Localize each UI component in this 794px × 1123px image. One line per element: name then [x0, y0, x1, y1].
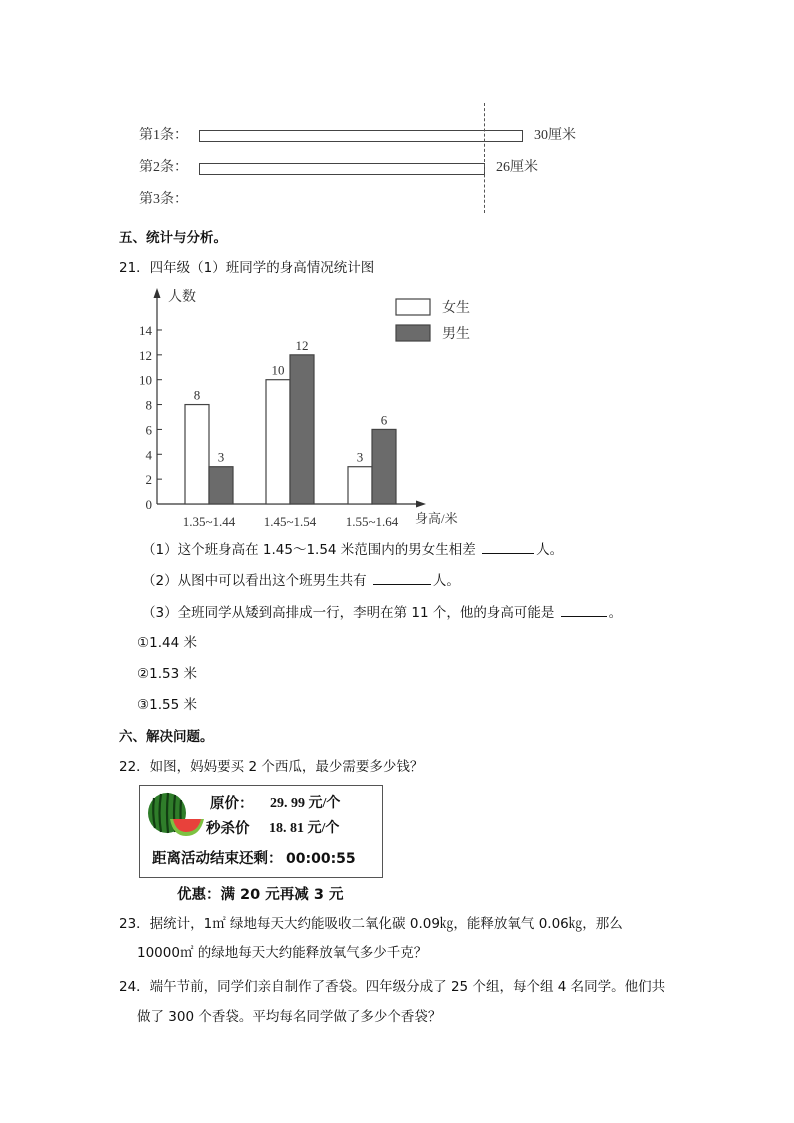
- bar-girls: [266, 380, 290, 504]
- sale-price: 18. 81 元/个: [269, 821, 340, 836]
- q23-line1: 23．据统计，1㎡ 绿地每天大约能吸收二氧化碳 0.09㎏，能释放氧气 0.06㎏，那么: [119, 916, 623, 932]
- q24-line2: 做了 300 个香袋。平均每名同学做了多少个香袋？: [137, 1009, 442, 1025]
- y-tick-label: 6: [145, 422, 152, 438]
- legend-swatch: [396, 299, 430, 315]
- y-tick-label: 10: [139, 372, 152, 388]
- strip-2-length: 26厘米: [496, 160, 538, 175]
- q24-line1: 24．端午节前，同学们亲自制作了香袋。四年级分成了 25 个组，每个组 4 名同学。他们共: [119, 979, 666, 995]
- bar-value-label: 12: [295, 337, 309, 353]
- watermelon-promo-box: [139, 785, 383, 878]
- sale-price-label: 秒杀价: [206, 821, 250, 837]
- bar-boys: [209, 467, 233, 504]
- q21-sub2-unit: 人。: [432, 573, 460, 589]
- strip-2-label: 第2条：: [139, 160, 188, 175]
- y-tick-label: 4: [145, 447, 152, 463]
- q21-sub3-answer-blank[interactable]: [561, 604, 607, 617]
- q23-line2: 10000㎡ 的绿地每天大约能释放氧气多少千克？: [137, 945, 428, 961]
- height-bar-chart: [130, 280, 480, 530]
- q21-option-1: ①1.44 米: [137, 635, 197, 651]
- bar-value-label: 6: [380, 412, 388, 428]
- q21-sub1-text: （1）这个班身高在 1.45～1.54 米范围内的男女生相差: [142, 542, 476, 558]
- q21-option-3: ③1.55 米: [137, 697, 197, 713]
- bar-value-label: 8: [193, 387, 201, 403]
- q21-sub3-end: 。: [608, 605, 623, 621]
- legend-label: 男生: [442, 327, 470, 342]
- section-6-title: 六、解决问题。: [119, 729, 214, 745]
- countdown-label: 距离活动结束还剩：: [152, 851, 283, 867]
- x-tick-label: 1.55~1.64: [345, 514, 399, 529]
- bar-value-label: 10: [271, 362, 285, 378]
- bar-girls: [185, 405, 209, 504]
- x-tick-label: 1.35~1.44: [182, 514, 236, 529]
- q21-sub1: [142, 541, 563, 558]
- bar-value-label: 3: [217, 449, 225, 465]
- strip-1-bar: [199, 130, 523, 142]
- q21-sub3-text: （3）全班同学从矮到高排成一行，李明在第 11 个，他的身高可能是: [142, 605, 555, 621]
- strip-2-bar: [199, 163, 485, 175]
- q21-sub1-unit: 人。: [536, 542, 564, 558]
- y-tick-label: 8: [145, 397, 152, 413]
- q21-sub2-answer-blank[interactable]: [373, 572, 431, 585]
- q21-title: 21．四年级（1）班同学的身高情况统计图: [119, 260, 375, 276]
- watermelon-icon: [146, 792, 206, 838]
- x-tick-label: 1.45~1.54: [263, 514, 317, 529]
- original-price-label: 原价：: [210, 796, 254, 812]
- x-axis-arrow: [416, 501, 426, 508]
- q21-sub2: [142, 572, 460, 589]
- legend-swatch: [396, 325, 430, 341]
- bar-boys: [372, 429, 396, 504]
- strip-3-label: 第3条：: [139, 192, 188, 207]
- y-tick-label: 0: [145, 497, 152, 512]
- y-axis-label: 人数: [168, 290, 196, 305]
- bar-girls: [348, 467, 372, 504]
- q21-sub1-answer-blank[interactable]: [482, 541, 534, 554]
- y-tick-label: 12: [139, 347, 152, 363]
- legend-label: 女生: [442, 301, 470, 316]
- q21-option-2: ②1.53 米: [137, 666, 197, 682]
- original-price: 29. 99 元/个: [270, 796, 341, 811]
- strip-1-length: 30厘米: [534, 128, 576, 143]
- countdown-timer: 00:00:55: [286, 851, 356, 867]
- x-axis-label: 身高/米: [415, 511, 458, 526]
- y-tick-label: 2: [145, 472, 152, 488]
- section-5-title: 五、统计与分析。: [119, 230, 227, 246]
- discount-note: 优惠：满 20 元再减 3 元: [177, 887, 344, 903]
- strip-1-label: 第1条：: [139, 128, 188, 143]
- q21-sub2-text: （2）从图中可以看出这个班男生共有: [142, 573, 367, 589]
- y-axis-arrow: [154, 288, 161, 298]
- y-tick-label: 14: [139, 322, 152, 338]
- bar-value-label: 3: [356, 449, 364, 465]
- q21-sub3: [142, 604, 622, 621]
- dashed-guide-line: [484, 103, 485, 213]
- bar-boys: [290, 355, 314, 504]
- q22-text: 22．如图，妈妈要买 2 个西瓜，最少需要多少钱？: [119, 759, 424, 775]
